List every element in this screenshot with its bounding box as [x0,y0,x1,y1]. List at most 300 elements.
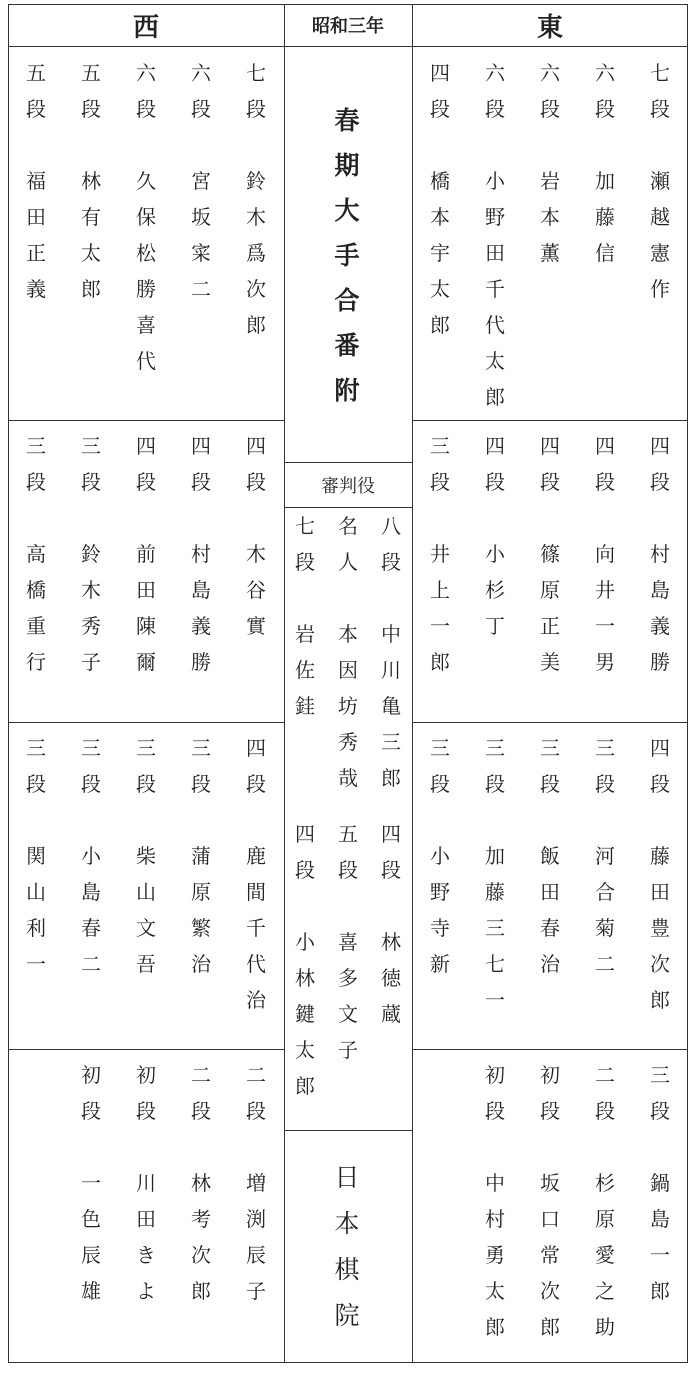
glyph: 段 [191,1099,211,1123]
player-rank [643,730,677,802]
player-name [239,838,273,1018]
glyph: 子 [338,1038,358,1062]
divider [8,1049,284,1050]
glyph: 野 [430,880,450,904]
glyph: 多 [338,966,358,990]
glyph: 太 [295,1038,315,1062]
glyph: 坊 [338,694,358,718]
glyph: 本 [540,205,560,229]
glyph: 段 [191,97,211,121]
glyph: 段 [595,470,615,494]
glyph: 段 [295,550,315,574]
glyph: 段 [540,1099,560,1123]
glyph: 千 [485,277,505,301]
glyph: 信 [595,241,615,265]
glyph: 杉 [595,1171,615,1195]
player-name [184,838,218,982]
player-name [533,163,567,271]
player-name [478,838,512,1018]
glyph: 郎 [485,1315,505,1339]
glyph: 村 [485,1207,505,1231]
glyph: 藤 [485,880,505,904]
glyph: 七 [246,61,266,85]
glyph: 三 [595,736,615,760]
glyph: 之 [595,1279,615,1303]
glyph: 四 [136,434,156,458]
glyph: 郎 [430,650,450,674]
glyph: 島 [81,880,101,904]
glyph: 菊 [595,916,615,940]
organization-name [327,1155,367,1339]
glyph: 段 [81,470,101,494]
glyph: 原 [191,880,211,904]
player-rank [588,1057,622,1129]
player-rank [478,55,512,127]
glyph: 八 [381,514,401,538]
glyph: 繁 [191,916,211,940]
glyph: 段 [381,550,401,574]
player-rank [533,730,567,802]
player-rank [533,1057,567,1129]
player-name [239,163,273,343]
glyph: 二 [191,1063,211,1087]
player-rank [423,55,457,127]
glyph: 義 [650,614,670,638]
divider [412,1049,688,1050]
glyph: 間 [246,880,266,904]
player-rank [74,730,108,802]
player-name [184,536,218,680]
glyph: 正 [26,241,46,265]
glyph: 陳 [136,614,156,638]
glyph: 村 [191,542,211,566]
glyph: 次 [650,952,670,976]
glyph: 勝 [650,650,670,674]
glyph: 橋 [26,578,46,602]
glyph: 山 [26,880,46,904]
player-name [74,838,108,982]
player-name [588,1165,622,1345]
glyph: 瀬 [650,169,670,193]
glyph: 雄 [81,1279,101,1303]
player-name [423,838,457,982]
glyph: 段 [485,97,505,121]
player-name [74,163,108,307]
glyph: 杉 [485,578,505,602]
player-rank [74,1057,108,1129]
glyph: 哉 [338,766,358,790]
glyph: 鈴 [81,542,101,566]
glyph: 口 [540,1207,560,1231]
glyph: 合 [334,286,360,315]
glyph: 五 [338,822,358,846]
glyph: 代 [136,349,156,373]
player-name [478,163,512,415]
referee-rank [331,508,365,580]
glyph: 段 [381,858,401,882]
glyph: 治 [191,952,211,976]
glyph: 代 [246,952,266,976]
west-header: 西 [132,12,159,43]
glyph: 三 [485,736,505,760]
glyph: 川 [381,658,401,682]
glyph: 田 [26,205,46,229]
glyph: 三 [430,736,450,760]
glyph: 中 [485,1171,505,1195]
glyph: 坂 [540,1171,560,1195]
glyph: 段 [650,97,670,121]
player-rank [239,730,273,802]
glyph: 新 [430,952,450,976]
player-name [239,536,273,644]
glyph: 原 [595,1207,615,1231]
glyph: 男 [595,650,615,674]
divider [8,420,284,421]
glyph: 次 [191,1243,211,1267]
glyph: 段 [595,1099,615,1123]
glyph: 爲 [246,241,266,265]
glyph: 春 [81,916,101,940]
glyph: 手 [334,241,360,270]
glyph: 段 [136,772,156,796]
glyph: 代 [485,313,505,337]
glyph: 本 [338,622,358,646]
glyph: 段 [136,97,156,121]
glyph: 郎 [295,1074,315,1098]
glyph: 郎 [485,385,505,409]
player-name [19,536,53,680]
glyph: 木 [246,542,266,566]
glyph: 助 [595,1315,615,1339]
glyph: 段 [191,470,211,494]
glyph: 六 [540,61,560,85]
glyph: 三 [485,916,505,940]
glyph: 谷 [246,578,266,602]
player-rank [129,55,163,127]
glyph: 勇 [485,1243,505,1267]
banzuke-title [330,98,364,413]
glyph: 蒲 [191,844,211,868]
glyph: 一 [26,952,46,976]
glyph: よ [136,1279,156,1303]
glyph: 三 [381,730,401,754]
player-name [588,536,622,680]
glyph: 田 [136,578,156,602]
glyph: 川 [136,1171,156,1195]
player-rank [239,1057,273,1129]
player-name [643,536,677,680]
glyph: 越 [650,205,670,229]
glyph: 郎 [81,277,101,301]
glyph: 初 [136,1063,156,1087]
glyph: 三 [136,736,156,760]
glyph: 段 [430,772,450,796]
glyph: 段 [430,97,450,121]
glyph: 宇 [430,241,450,265]
glyph: 林 [81,169,101,193]
glyph: 義 [191,614,211,638]
glyph: 喜 [136,313,156,337]
glyph: 徳 [381,966,401,990]
glyph: 有 [81,205,101,229]
glyph: 段 [338,858,358,882]
player-name [533,838,567,982]
glyph: 岩 [540,169,560,193]
glyph: 郎 [191,1279,211,1303]
glyph: 段 [81,97,101,121]
glyph: 次 [540,1279,560,1303]
glyph: 三 [81,434,101,458]
player-name [184,163,218,307]
glyph: 段 [26,772,46,796]
player-name [129,536,163,680]
glyph: 秀 [81,614,101,638]
glyph: 藤 [650,844,670,868]
glyph: 本 [334,1209,360,1238]
referee-name [288,924,322,1104]
glyph: 六 [136,61,156,85]
glyph: 三 [26,736,46,760]
glyph: 段 [485,772,505,796]
glyph: 向 [595,542,615,566]
glyph: 段 [295,858,315,882]
glyph: 勝 [191,650,211,674]
glyph: 憲 [650,241,670,265]
glyph: 段 [246,772,266,796]
glyph: 寀 [191,241,211,265]
glyph: 實 [246,614,266,638]
referee-rank [288,816,322,888]
referee-name [288,616,322,724]
glyph: 子 [81,650,101,674]
glyph: 七 [485,952,505,976]
glyph: 期 [334,151,360,180]
glyph: 美 [540,650,560,674]
player-rank [478,428,512,500]
glyph: 秀 [338,730,358,754]
glyph: 四 [246,736,266,760]
glyph: 初 [81,1063,101,1087]
glyph: 木 [246,205,266,229]
glyph: 四 [650,736,670,760]
player-rank [184,730,218,802]
glyph: 藤 [595,205,615,229]
glyph: 辰 [246,1243,266,1267]
player-name [74,1165,108,1309]
glyph: 渕 [246,1207,266,1231]
glyph: 太 [485,349,505,373]
glyph: 三 [650,1063,670,1087]
player-name [74,536,108,680]
glyph: 関 [26,844,46,868]
glyph: 田 [540,880,560,904]
glyph: 小 [430,844,450,868]
glyph: 久 [136,169,156,193]
glyph: 段 [540,470,560,494]
glyph: 段 [246,1099,266,1123]
glyph: 蔵 [381,1002,401,1026]
glyph: 段 [540,97,560,121]
glyph: 篠 [540,542,560,566]
glyph: き [136,1243,156,1267]
glyph: 作 [650,277,670,301]
player-name [533,536,567,680]
glyph: 岩 [295,622,315,646]
glyph: 初 [540,1063,560,1087]
glyph: 野 [485,205,505,229]
glyph: 小 [485,169,505,193]
glyph: 考 [191,1207,211,1231]
glyph: 文 [136,916,156,940]
glyph: 三 [81,736,101,760]
glyph: 四 [430,61,450,85]
glyph: 井 [595,578,615,602]
glyph: 山 [136,880,156,904]
glyph: 郎 [381,766,401,790]
glyph: 林 [191,1171,211,1195]
player-name [129,1165,163,1309]
glyph: 太 [430,277,450,301]
glyph: 郎 [650,1279,670,1303]
glyph: 段 [246,470,266,494]
glyph: 井 [430,542,450,566]
glyph: 高 [26,542,46,566]
glyph: 太 [485,1279,505,1303]
player-rank [478,1057,512,1129]
glyph: 福 [26,169,46,193]
glyph: 色 [81,1207,101,1231]
glyph: 段 [246,97,266,121]
glyph: 飯 [540,844,560,868]
glyph: 千 [246,916,266,940]
glyph: 段 [191,772,211,796]
glyph: 鍵 [295,1002,315,1026]
glyph: 島 [191,578,211,602]
player-rank [423,730,457,802]
player-rank [74,428,108,500]
glyph: 利 [26,916,46,940]
glyph: 一 [485,988,505,1012]
glyph: 原 [540,578,560,602]
glyph: 三 [430,434,450,458]
glyph: 中 [381,622,401,646]
player-name [643,838,677,1018]
glyph: 日 [334,1163,360,1192]
player-name [588,163,622,271]
glyph: 段 [81,772,101,796]
glyph: 二 [595,952,615,976]
glyph: 郎 [540,1315,560,1339]
glyph: 六 [191,61,211,85]
glyph: 五 [81,61,101,85]
referee-header: 審判役 [321,476,375,497]
glyph: 郎 [650,988,670,1012]
player-name [643,1165,677,1309]
glyph: 四 [246,434,266,458]
glyph: 治 [246,988,266,1012]
player-name [423,163,457,343]
glyph: 坂 [191,205,211,229]
player-name [643,163,677,307]
glyph: 二 [81,952,101,976]
player-name [19,163,53,307]
glyph: 二 [595,1063,615,1087]
glyph: 三 [26,434,46,458]
glyph: 六 [485,61,505,85]
glyph: 丁 [485,614,505,638]
glyph: 吾 [136,952,156,976]
glyph: 小 [485,542,505,566]
glyph: 田 [650,880,670,904]
player-name [239,1165,273,1309]
referee-name [374,616,408,796]
glyph: 林 [381,930,401,954]
player-rank [643,1057,677,1129]
glyph: 三 [191,736,211,760]
referee-rank [374,816,408,888]
glyph: 段 [595,97,615,121]
glyph: 二 [246,1063,266,1087]
glyph: 院 [334,1301,360,1330]
player-name [423,536,457,680]
glyph: 四 [650,434,670,458]
glyph: 三 [540,736,560,760]
player-rank [129,1057,163,1129]
glyph: 合 [595,880,615,904]
referee-rank [331,816,365,888]
player-name [129,838,163,982]
player-name [19,838,53,982]
divider [412,722,688,723]
player-rank [129,730,163,802]
player-rank [643,55,677,127]
glyph: 文 [338,1002,358,1026]
glyph: 小 [295,930,315,954]
glyph: 重 [26,614,46,638]
glyph: 銈 [295,694,315,718]
player-rank [478,730,512,802]
glyph: 段 [136,470,156,494]
glyph: 七 [295,514,315,538]
player-rank [588,55,622,127]
glyph: 治 [540,952,560,976]
glyph: 寺 [430,916,450,940]
glyph: 亀 [381,694,401,718]
player-rank [239,428,273,500]
player-rank [74,55,108,127]
glyph: 鹿 [246,844,266,868]
glyph: 田 [136,1207,156,1231]
glyph: 人 [338,550,358,574]
glyph: 四 [295,822,315,846]
glyph: 段 [540,772,560,796]
glyph: 辰 [81,1243,101,1267]
glyph: 一 [81,1171,101,1195]
player-name [478,536,512,644]
player-name [129,163,163,379]
glyph: 段 [650,470,670,494]
player-rank [423,428,457,500]
glyph: 段 [650,772,670,796]
glyph: 段 [136,1099,156,1123]
glyph: 島 [650,1207,670,1231]
player-rank [239,55,273,127]
player-rank [19,730,53,802]
referee-name [331,616,365,796]
divider [284,1130,412,1131]
player-name [184,1165,218,1309]
divider [412,420,688,421]
